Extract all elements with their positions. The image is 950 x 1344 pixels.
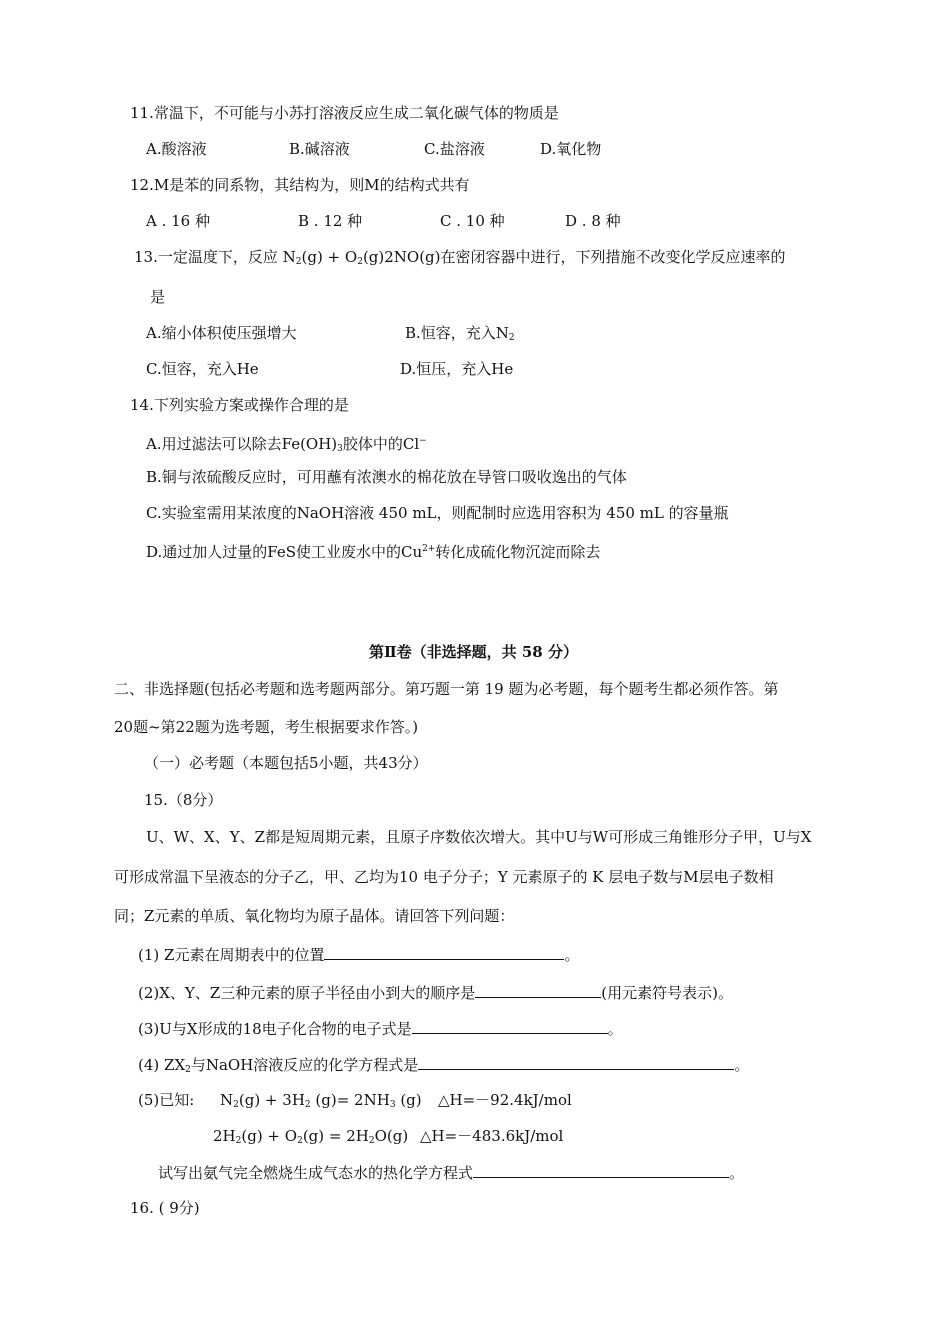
- q14-option-a: A.用过滤法可以除去$Fe(OH)_3$胶体中的Cl−: [146, 435, 427, 454]
- part2-title: 第Ⅱ卷（非选择题，共 58 分）: [369, 643, 578, 661]
- q11-option-d: D.氧化物: [540, 140, 602, 158]
- q15-paragraph-line1: U、W、X、Y、Z都是短周期元素，且原子序数依次增大。其中U与W可形成三角锥形分子甲，U与X: [146, 828, 812, 846]
- answer-blank[interactable]: [324, 944, 564, 960]
- q11-option-c: C.盐溶液: [424, 140, 485, 158]
- answer-blank[interactable]: [418, 1054, 734, 1070]
- q15-subquestion-2: (2)X、Y、Z三种元素的原子半径由小到大的顺序是 (用元素符号表示)。: [138, 984, 733, 1002]
- thermo-enthalpy-2: △H=－483.6kJ/mol: [420, 1127, 564, 1145]
- q15-paragraph-line2: 可形成常温下呈液态的分子乙，甲、乙均为10 电子分子；Y 元素原子的 K 层电子数与M层电子数相: [114, 868, 774, 886]
- q13-stem: 13.一定温度下，反应 $N_2(g) + O_2(g)2NO(g)$在密闭容器中进行，下列措施不改变化学反应速率的: [134, 248, 786, 267]
- thermo-equation-1: $N_2(g) + 3H_2$ $(g)= 2NH_3$ (g): [220, 1091, 422, 1110]
- required-section-heading: （一）必考题（本题包括5小题，共43分）: [144, 754, 428, 772]
- q13-option-a: A.缩小体积使压强增大: [146, 324, 297, 342]
- q13-option-d: D.恒压，充入He: [400, 360, 514, 378]
- q13-option-b: B.恒容，充入$N_2$: [405, 324, 515, 343]
- q15-header: 15.（8分）: [144, 791, 223, 809]
- q12-stem: 12.M是苯的同系物，其结构为，则M的结构式共有: [130, 176, 470, 194]
- q12-option-a: A . 16 种: [146, 212, 210, 230]
- q12-option-b: B . 12 种: [298, 212, 363, 230]
- q11-option-a: A.酸溶液: [146, 140, 207, 158]
- q11-option-b: B.碱溶液: [289, 140, 350, 158]
- answer-blank[interactable]: [412, 1018, 608, 1034]
- part2-intro-line1: 二、非选择题(包括必考题和选考题两部分。第巧题一第 19 题为必考题，每个题考生都必须作答。第: [114, 680, 779, 698]
- q16-header: 16. ( 9分): [130, 1199, 200, 1217]
- q15-subquestion-3: (3)U与X形成的18电子化合物的电子式是 。: [138, 1020, 623, 1038]
- thermo-enthalpy-1: △H=－92.4kJ/mol: [438, 1091, 572, 1109]
- q11-stem: 11.常温下，不可能与小苏打溶液反应生成二氧化碳气体的物质是: [130, 104, 559, 122]
- q14-option-b: B.铜与浓硫酸反应时，可用蘸有浓澳水的棉花放在导管口吸收逸出的气体: [146, 468, 627, 486]
- q14-stem: 14.下列实验方案或操作合理的是: [130, 396, 349, 414]
- q15-subquestion-5: (5)已知:: [138, 1091, 195, 1109]
- q12-option-c: C . 10 种: [440, 212, 505, 230]
- q15-subquestion-1: (1) Z元素在周期表中的位置 。: [138, 946, 580, 964]
- q14-option-c: C.实验室需用某浓度的NaOH溶液 450 mL，则配制时应选用容积为 450 mL 的容量瓶: [146, 504, 729, 522]
- q15-paragraph-line3: 同；Z元素的单质、氧化物均为原子晶体。请回答下列问题：: [114, 907, 515, 925]
- q13-option-c: C.恒容，充入He: [146, 360, 259, 378]
- q14-option-d: D.通过加人过量的FeS使工业废水中的$Cu^{2+}$转化成硫化物沉淀而除去: [146, 543, 601, 561]
- answer-blank[interactable]: [473, 1162, 729, 1178]
- answer-blank[interactable]: [475, 982, 601, 998]
- q13-stem-continued: 是: [150, 288, 166, 306]
- q12-option-d: D . 8 种: [565, 212, 621, 230]
- q15-task: 试写出氨气完全燃烧生成气态水的热化学方程式 。: [158, 1164, 745, 1182]
- thermo-equation-2: $2H_2(g) + O_2(g) = 2H_2O(g)$: [213, 1127, 409, 1146]
- part2-intro-line2: 20题~第22题为选考题，考生根据要求作答。): [114, 718, 419, 736]
- q15-subquestion-4: (4) $ZX_2$与NaOH溶液反应的化学方程式是 。: [138, 1056, 750, 1075]
